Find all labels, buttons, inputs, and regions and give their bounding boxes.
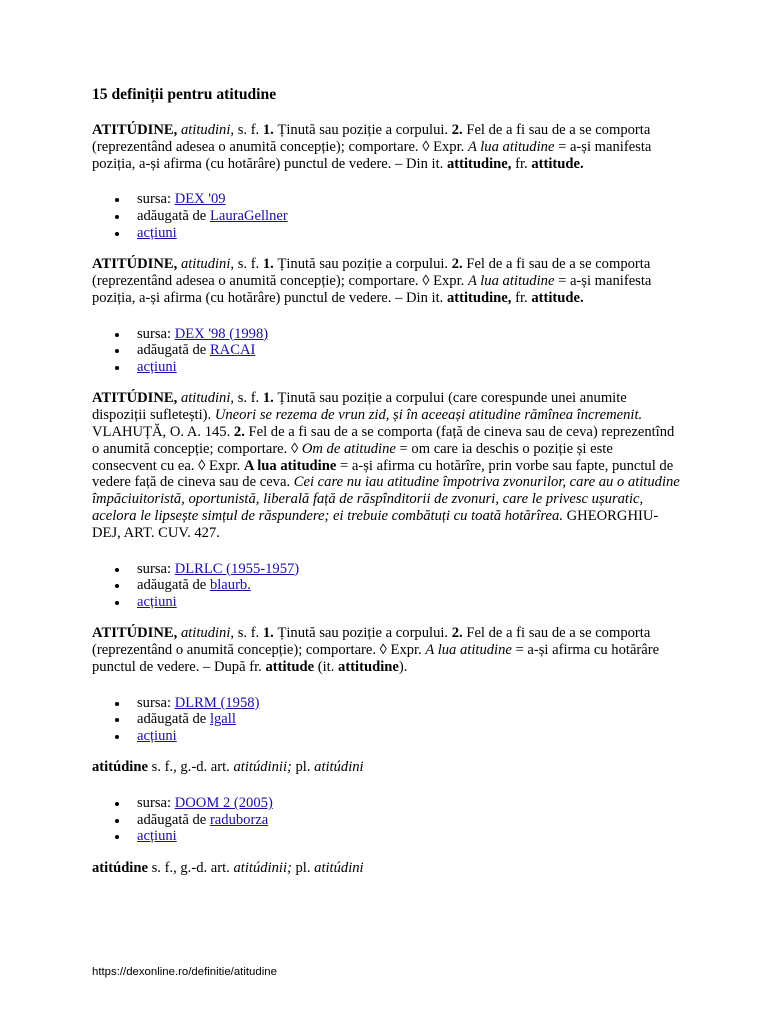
document-body — [92, 86, 680, 877]
definition-segment: A lua atitudine — [425, 642, 512, 659]
definition-text — [92, 759, 680, 776]
added-by-label: adăugată de — [137, 577, 210, 594]
definition-segment: atitúdine — [92, 860, 148, 877]
author-link[interactable]: raduborza — [209, 811, 269, 828]
definition-text — [92, 122, 680, 172]
definition-segment: atitudini — [180, 390, 231, 407]
actions-link[interactable]: acțiuni — [137, 828, 177, 845]
author-link[interactable]: lgall — [209, 711, 236, 728]
definition-segment: pl. — [291, 860, 315, 877]
source-item — [112, 695, 680, 712]
definition-segment: ATITÚDINE, — [92, 625, 178, 642]
definition-segment: s. f., g.-d. art. — [147, 759, 234, 776]
definition-segment: atitúdini — [314, 860, 364, 877]
actions-link[interactable]: acțiuni — [137, 727, 177, 744]
author-item — [112, 342, 680, 359]
page-title: 15 definiții pentru atitudine — [92, 86, 277, 103]
definition-segment: atitudini — [180, 256, 231, 273]
definition-segment: atitúdinii; — [233, 860, 292, 877]
definition-segment: attitude. — [531, 155, 584, 172]
definition-segment: = a-și afirma cu hotărîre, prin vorbe sau fapte, punctul de vedere față de cineva sau de ceva. — [92, 457, 674, 491]
definition-meta-list — [92, 191, 680, 241]
definition-segment: = a-și afirma cu hotărâre punctul de vedere. – După fr. — [92, 642, 660, 675]
source-label: sursa: — [137, 191, 175, 208]
source-label: sursa: — [137, 560, 175, 577]
definition-segment: ATITÚDINE, — [92, 256, 178, 273]
definition-segment: attitudine, — [446, 289, 512, 306]
actions-item — [112, 359, 680, 376]
source-item — [112, 326, 680, 343]
definition-segment: s. f., g.-d. art. — [147, 860, 234, 877]
definition-segment: Ținută sau poziție a corpului. — [273, 122, 452, 138]
definition-segment: GHEORGHIU-DEJ, ART. CUV. 427. — [92, 507, 659, 541]
author-item — [112, 577, 680, 594]
author-link[interactable]: blaurb. — [209, 577, 251, 594]
definition-segment: Fel de a fi sau de a se comporta (reprezentând o anumită concepție); comportare. ◊ Expr. — [92, 625, 651, 659]
definition-meta-list — [92, 561, 680, 611]
definition-segment: , s. f. — [230, 256, 263, 273]
definition-text — [92, 390, 680, 541]
definition-segment: ). — [398, 658, 408, 675]
definition-segment: Fel de a fi sau de a se comporta (reprezentând adesea o anumită concepție); comportare. ◊ Expr. — [92, 256, 651, 289]
definition-segment: ATITÚDINE, — [92, 122, 178, 138]
definition-segment: Ținută sau poziție a corpului. — [273, 256, 452, 273]
definition-segment: = a-și manifesta poziția, a-și afirma (cu hotărâre) punctul de vedere. – Din it. — [92, 138, 652, 172]
definition-segment: Ținută sau poziție a corpului. — [273, 625, 452, 642]
actions-link[interactable]: acțiuni — [137, 224, 177, 241]
definition-segment: 2. — [451, 625, 463, 642]
source-link[interactable]: DEX '98 (1998) — [174, 325, 269, 342]
added-by-label: adăugată de — [137, 207, 210, 224]
definition-segment: Uneori se rezema de vrun zid, și în aceeași atitudine rămînea încremenit. — [214, 407, 643, 424]
definition-segment: attitudine, — [446, 155, 512, 172]
definition-segment: 1. — [262, 256, 274, 273]
actions-item — [112, 225, 680, 242]
definition-segment: atitúdine — [92, 759, 148, 776]
definition-segment: fr. — [511, 289, 532, 306]
author-item — [112, 711, 680, 728]
definition-segment: pl. — [291, 759, 315, 776]
definition-segment: Cei care nu iau atitudine împotriva zvonurilor, care au o atitudine împăciuitoristă, oportunistă, liberală față de răspînditorii de zvonuri, care le privesc ușuratic, acelora le lipsește simțul de răspundere; ei trebuie combătuți cu toată hotărîrea. — [92, 474, 680, 524]
definition-segment: Ținută sau poziție a corpului (care corespunde unei anumite dispoziții sufletești). — [92, 390, 627, 424]
actions-item — [112, 728, 680, 745]
definition-segment: 2. — [451, 122, 463, 138]
actions-item — [112, 594, 680, 611]
definition-segment: atitúdini — [314, 759, 364, 776]
definition-meta-list — [92, 326, 680, 376]
definition-segment: 2. — [233, 423, 245, 440]
definition-segment: Fel de a fi sau de a se comporta (față de cineva sau de ceva) reprezentînd o anumită concepție; comportare. ◊ — [92, 423, 675, 457]
definition-segment: Fel de a fi sau de a se comporta (reprezentând adesea o anumită concepție); comportare. ◊ Expr. — [92, 122, 651, 155]
definition-segment: atitudini — [180, 122, 231, 138]
definition-segment: 2. — [451, 256, 463, 273]
definition-segment: VLAHUȚĂ, O. A. 145. — [92, 423, 234, 440]
definition-text — [92, 860, 680, 877]
definition-text — [92, 625, 680, 675]
definition-meta-list — [92, 795, 680, 845]
definition-text — [92, 256, 680, 306]
source-link[interactable]: DOOM 2 (2005) — [174, 795, 273, 812]
definition-segment: atitudini — [180, 625, 231, 642]
definition-segment: , s. f. — [230, 122, 263, 138]
author-item — [112, 812, 680, 829]
definition-segment: attitude — [265, 658, 315, 675]
actions-link[interactable]: acțiuni — [137, 593, 177, 610]
definition-segment: = om care ia deschis o poziție și este consecvent cu ea. ◊ Expr. — [92, 440, 613, 474]
source-link[interactable]: DLRLC (1955-1957) — [174, 560, 300, 577]
definition-segment: atitúdinii; — [233, 759, 292, 776]
definition-segment: A lua atitudine — [467, 138, 555, 155]
definition-segment: = a-și manifesta poziția, a-și afirma (cu hotărâre) punctul de vedere. – Din it. — [92, 272, 652, 306]
definition-segment: 1. — [262, 390, 274, 407]
definition-segment: fr. — [511, 155, 532, 172]
added-by-label: adăugată de — [137, 342, 210, 359]
added-by-label: adăugată de — [137, 711, 210, 728]
definition-segment: A lua atitudine — [243, 457, 337, 474]
page-url-footer: https://dexonline.ro/definitie/atitudine — [92, 966, 277, 978]
definition-segment: attitudine — [338, 658, 399, 675]
source-item — [112, 795, 680, 812]
definition-meta-list — [92, 695, 680, 745]
author-link[interactable]: LauraGellner — [209, 207, 288, 224]
source-link[interactable]: DEX '09 — [174, 191, 226, 208]
source-item — [112, 561, 680, 578]
source-label: sursa: — [137, 694, 175, 711]
definition-segment: 1. — [262, 122, 274, 138]
source-label: sursa: — [137, 325, 175, 342]
definition-segment: Om de atitudine — [301, 440, 396, 457]
definition-segment: 1. — [262, 625, 274, 642]
added-by-label: adăugată de — [137, 811, 210, 828]
definition-segment: A lua atitudine — [467, 272, 555, 289]
actions-link[interactable]: acțiuni — [137, 358, 177, 375]
source-item — [112, 191, 680, 208]
definition-segment: , s. f. — [230, 625, 263, 642]
author-item — [112, 208, 680, 225]
definition-segment: , s. f. — [230, 390, 263, 407]
definitions-list — [92, 122, 680, 877]
definition-segment: attitude. — [531, 289, 584, 306]
author-link[interactable]: RACAI — [209, 342, 256, 359]
source-link[interactable]: DLRM (1958) — [174, 694, 260, 711]
source-label: sursa: — [137, 795, 175, 812]
actions-item — [112, 828, 680, 845]
definition-segment: (it. — [314, 658, 339, 675]
definition-segment: ATITÚDINE, — [92, 390, 178, 407]
